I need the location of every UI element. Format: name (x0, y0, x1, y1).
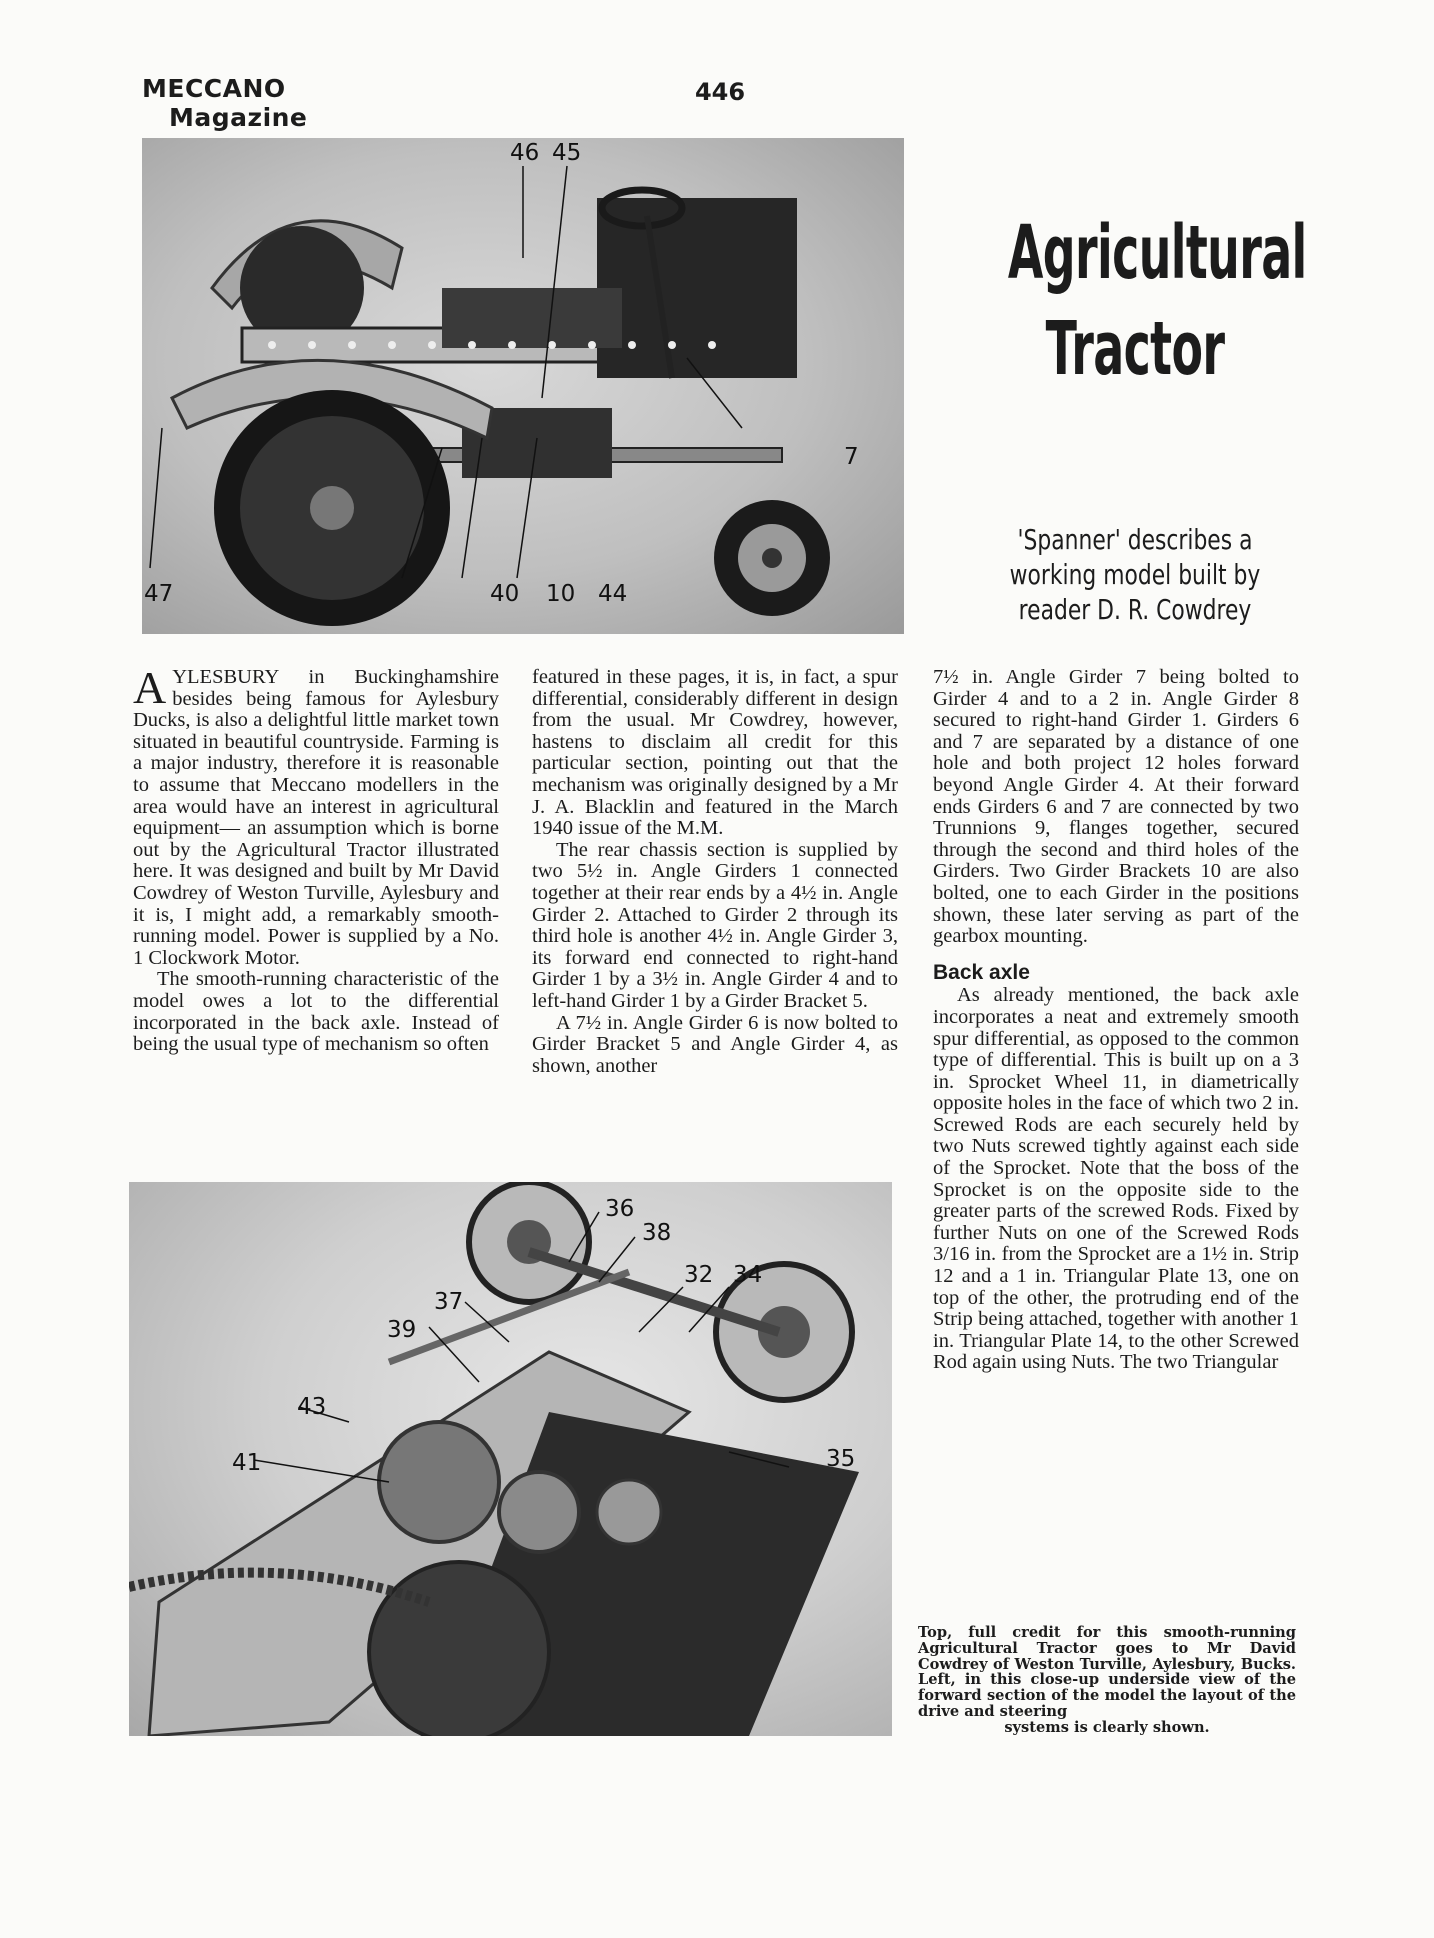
body-column-2 (532, 667, 898, 1077)
callout-36: 36 (605, 1196, 635, 1222)
col2-paragraph-2: The rear chassis section is supplied by two 5½ in. Angle Girders 1 connected together at their rear ends by a 4½ in. Angle Girder 2. Attached to Girder 2 through its third hole is another 4½ in. Angle Girder 3, its forward end connected to right-hand Girder 1 by a 3½ in. Angle Girder 4 and to left-hand Girder 1 by a Girder Bracket 5. (532, 838, 898, 1012)
callout-47: 47 (144, 581, 174, 607)
caption-text: Top, full credit for this smooth-running Agricultural Tractor goes to Mr David Cowdrey of Weston Turville, Aylesbury, Bucks. Left, in this close-up underside view of the forward section of the model the layout of the drive and steering (918, 1624, 1296, 1720)
tractor-illustration (142, 138, 904, 634)
section-heading-back-axle: Back axle (933, 960, 1030, 984)
callout-41: 41 (232, 1450, 262, 1476)
masthead-line2: Magazine (169, 103, 308, 132)
col1-paragraph-1 (133, 662, 499, 969)
callout-37: 37 (434, 1289, 464, 1315)
col1-paragraph-2: The smooth-running characteristic of the model owes a lot to the differential incorporated in the back axle. Instead of being the usual type of mechanism so often (133, 968, 499, 1056)
article-subtitle: 'Spanner' describes a working model built by reader D. R. Cowdrey (1009, 523, 1261, 626)
article-title (1007, 205, 1307, 397)
callout-43: 43 (297, 1394, 327, 1420)
masthead (142, 74, 307, 132)
callout-10: 10 (546, 581, 576, 607)
underside-photo (129, 1182, 892, 1736)
title-line2: Tractor (1045, 306, 1225, 392)
callout-45: 45 (552, 140, 582, 166)
caption-last-line: systems is clearly shown. (1004, 1718, 1210, 1736)
callout-38: 38 (642, 1220, 672, 1246)
callout-46: 46 (510, 140, 540, 166)
callout-7: 7 (844, 444, 859, 470)
col2-paragraph-3: A 7½ in. Angle Girder 6 is now bolted to Girder Bracket 5 and Angle Girder 4, as shown, another (532, 1011, 898, 1077)
callout-35: 35 (826, 1446, 856, 1472)
callout-39: 39 (387, 1317, 417, 1343)
col3-paragraph-2: As already mentioned, the back axle incorporates a neat and extremely smooth spur differential, as opposed to the common type of differential. This is built up on a 3 in. Sprocket Wheel 11, in diametrically opposite holes in the face of which two 2 in. Screwed Rods are each securely held by two Nuts screwed tightly against each side of the Sprocket. Note that the boss of the Sprocket is on the opposite side to the greater parts of the screwed Rods. Fixed by further Nuts on one of the Screwed Rods 3/16 in. from the Sprocket are a 1½ in. Strip 12 and a 1 in. Triangular Plate 13, one on top of the other, the protruding end of the Strip being attached, together with another 1 in. Triangular Plate 14, to the other Screwed Rod again using Nuts. The two Triangular (933, 984, 1299, 1374)
page-number: 446 (694, 78, 746, 106)
masthead-line1: MECCANO (142, 74, 286, 103)
body-column-3 (933, 667, 1299, 1374)
title-line1: Agricultural (1007, 210, 1307, 296)
tractor-photo (142, 138, 904, 634)
photo-caption (918, 1625, 1296, 1736)
callout-32: 32 (684, 1262, 714, 1288)
callout-40: 40 (490, 581, 520, 607)
col3-paragraph-1: 7½ in. Angle Girder 7 being bolted to Girder 4 and to a 2 in. Angle Girder 8 secured to right-hand Girder 1. Girders 6 and 7 are separated by a distance of one hole and both project 12 holes forward beyond Angle Girder 4. At their forward ends Girders 6 and 7 are connected by two Trunnions 9, flanges together, secured through the second and third holes of the Girders. Two Girder Brackets 10 are also bolted, one to each Girder in the positions shown, these later serving as part of the gearbox mounting. (933, 666, 1299, 948)
body-column-1 (133, 662, 499, 1056)
col1-p1-text: YLESBURY in Buckinghamshire besides being famous for Aylesbury Ducks, is also a delightful little market town situated in beautiful countryside. Farming is a major industry, therefore it is reasonable to assume that Meccano modellers in the area would have an interest in agricultural equipment— an assumption which is borne out by the Agricultural Tractor illustrated here. It was designed and built by Mr David Cowdrey of Weston Turville, Aylesbury and it is, I might add, a remarkably smooth-running model. Power is supplied by a No. 1 Clockwork Motor. (133, 666, 499, 969)
callout-34: 34 (733, 1262, 763, 1288)
drop-cap: A (133, 662, 167, 713)
col2-paragraph-1: featured in these pages, it is, in fact, a spur differential, considerably different in design from the usual. Mr Cowdrey, however, hastens to disclaim all credit for this particular section, pointing out that the mechanism was originally designed by a Mr J. A. Blacklin and featured in the March 1940 issue of the M.M. (532, 666, 898, 840)
callout-44: 44 (598, 581, 628, 607)
